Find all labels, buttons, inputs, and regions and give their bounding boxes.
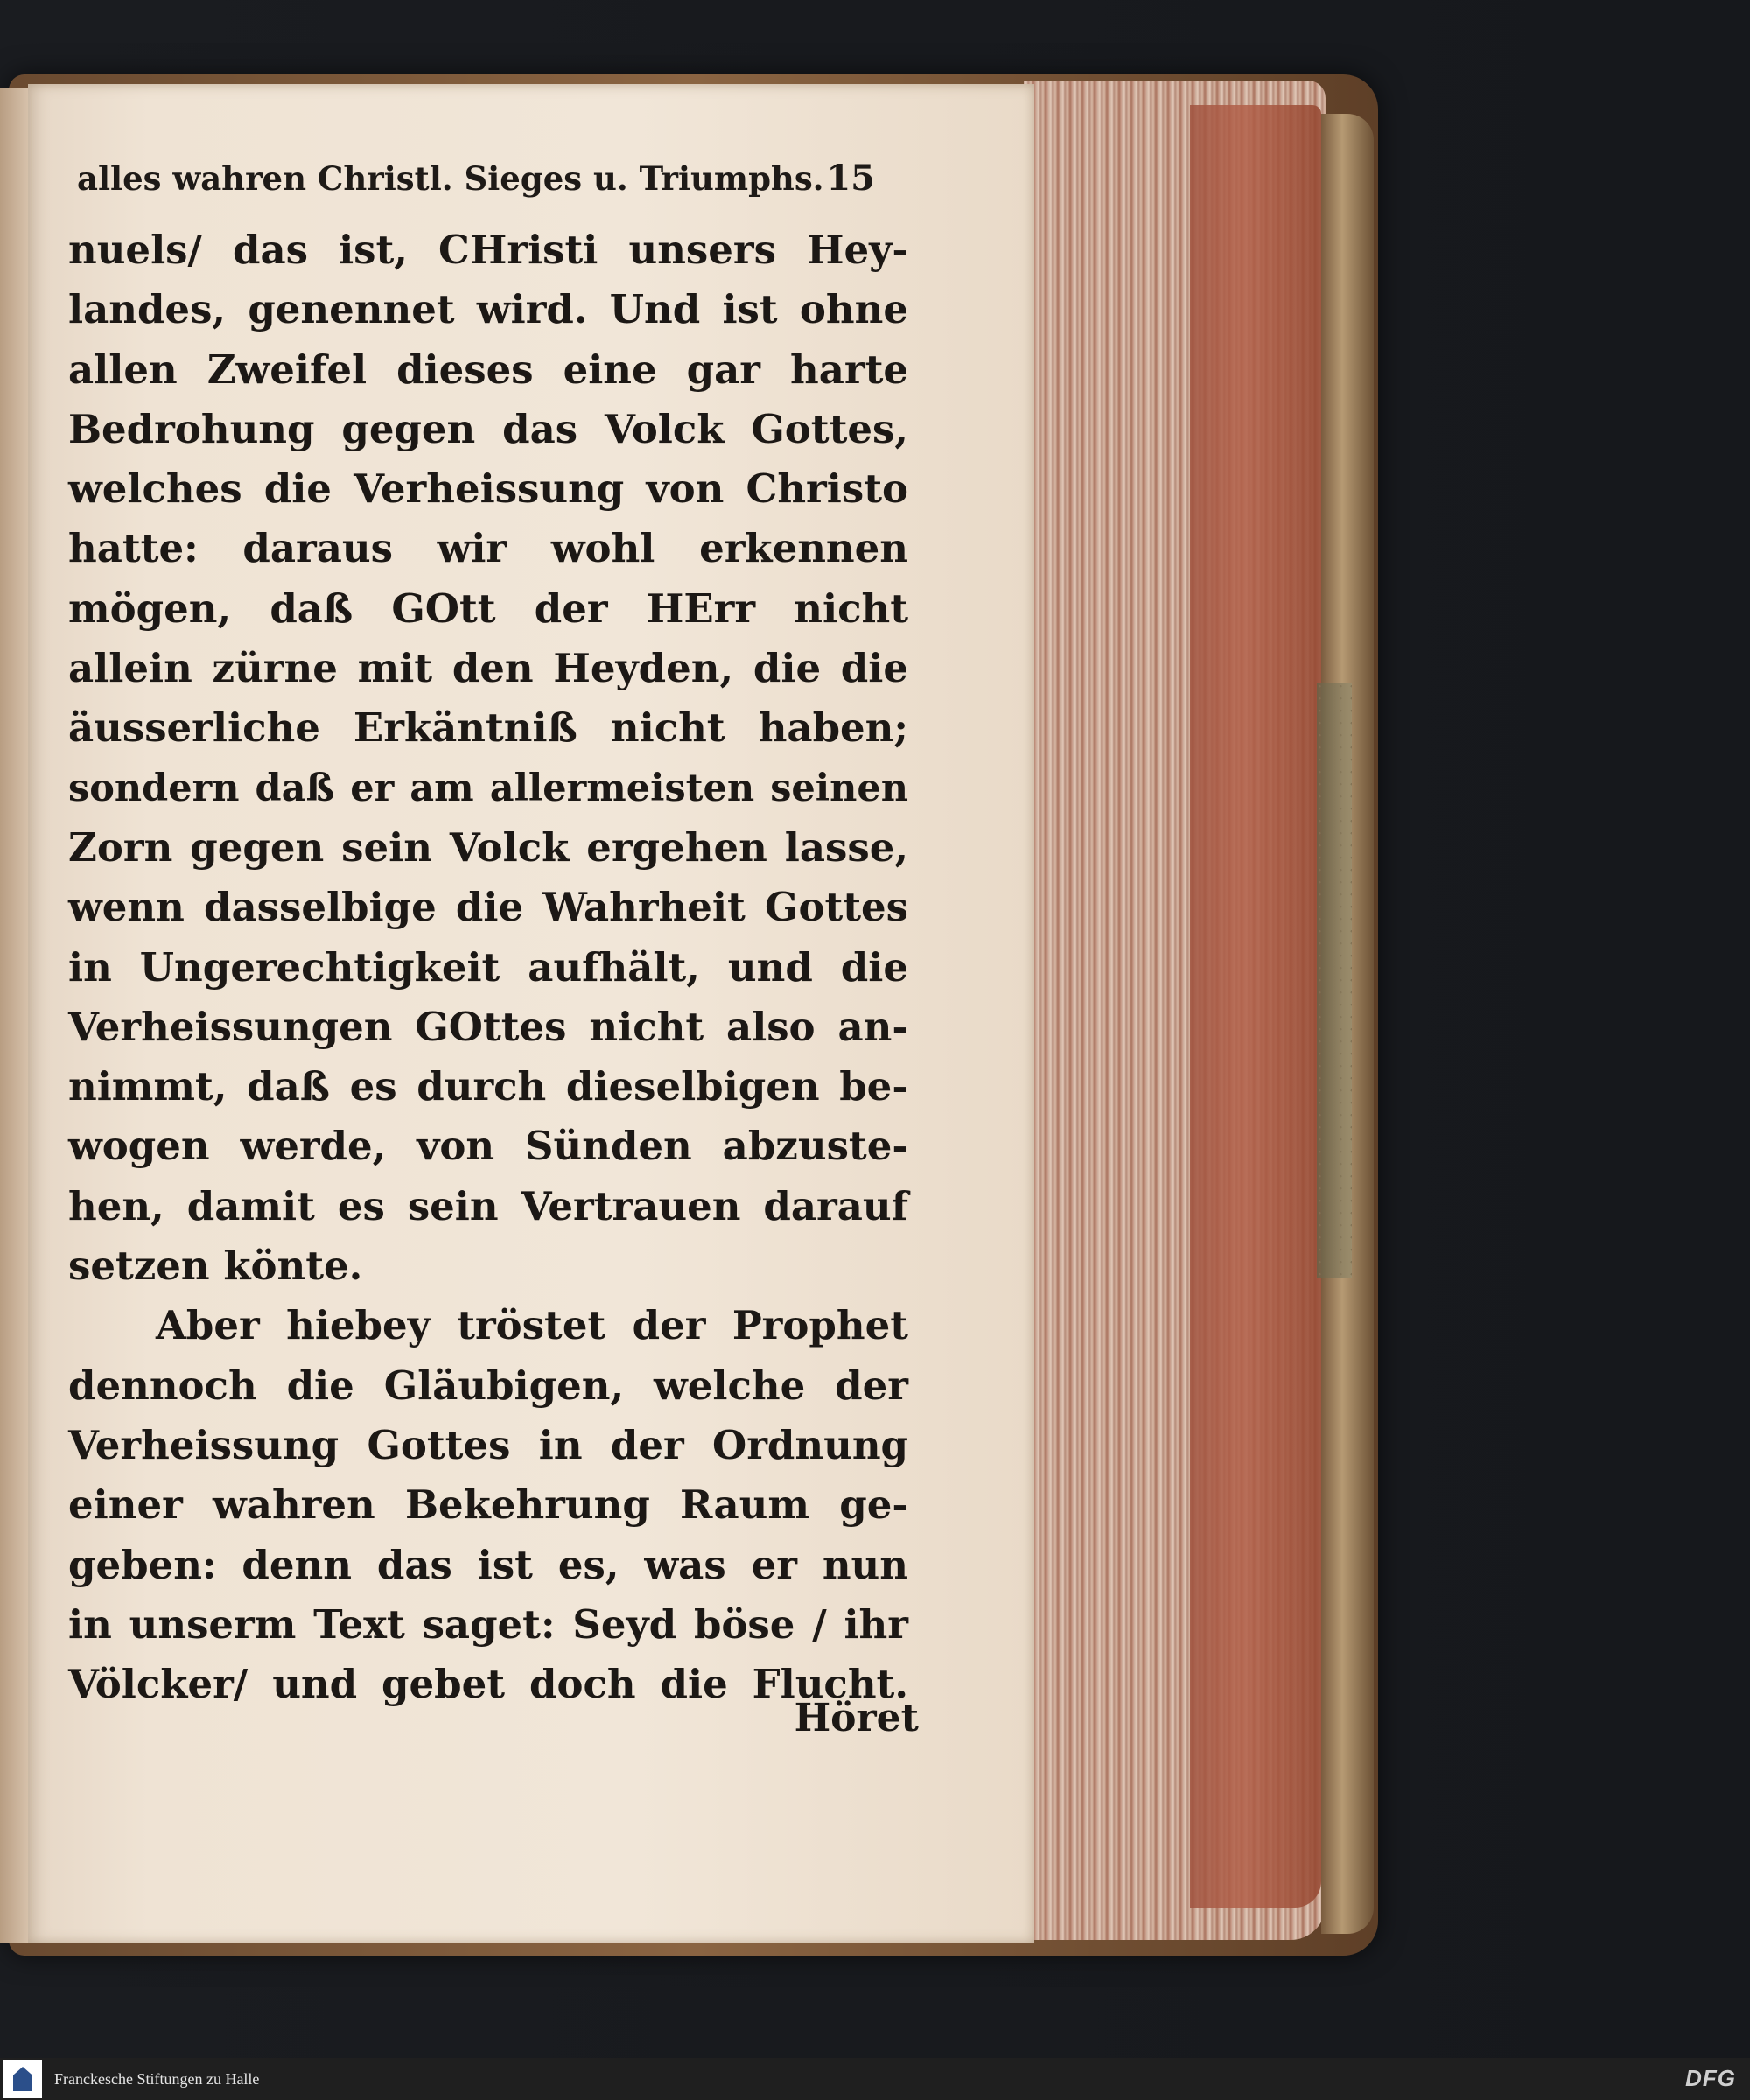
- text-line: in unserm Text saget: Seyd böse / ihr: [68, 1600, 908, 1648]
- text-line: Aber hiebey tröstet der Prophet: [156, 1302, 908, 1349]
- red-edge-gilding: [1190, 105, 1321, 1908]
- text-line: hatte: daraus wir wohl erkennen: [68, 525, 908, 572]
- text-line: Völcker/ und gebet doch die Flucht.: [68, 1661, 908, 1708]
- text-line: setzen könte.: [68, 1242, 363, 1290]
- text-line: Verheissungen GOttes nicht also an-: [68, 1003, 908, 1050]
- marbled-endpaper: [1317, 682, 1352, 1278]
- text-line: wenn dasselbige die Wahrheit Gottes: [68, 884, 908, 931]
- text-line: äusserliche Erkäntniß nicht haben;: [68, 704, 908, 752]
- text-line: mögen, daß GOtt der HErr nicht: [68, 584, 908, 632]
- page-text-block: [68, 220, 908, 1714]
- text-line: nimmt, daß es durch dieselbigen be-: [68, 1063, 908, 1110]
- dfg-logo[interactable]: DFG: [1685, 2065, 1736, 2091]
- institution-name[interactable]: Franckesche Stiftungen zu Halle: [54, 2069, 260, 2088]
- running-header: [77, 158, 875, 215]
- catchword: Höret: [794, 1696, 919, 1740]
- text-line: landes, genennet wird. Und ist ohne: [68, 286, 908, 333]
- francke-foundation-logo-icon[interactable]: [4, 2060, 42, 2098]
- text-line: Verheissung Gottes in der Ordnung: [68, 1421, 908, 1468]
- text-line: dennoch die Gläubigen, welche der: [68, 1362, 908, 1409]
- text-line: allen Zweifel dieses eine gar harte: [68, 346, 908, 393]
- text-line: welches die Verheissung von Christo: [68, 466, 908, 513]
- text-line: Zorn gegen sein Volck ergehen lasse,: [68, 823, 908, 871]
- text-line: in Ungerechtigkeit aufhält, und die: [68, 943, 908, 990]
- text-line: hen, damit es sein Vertrauen darauf: [68, 1182, 908, 1229]
- text-line: nuels/ das ist, CHristi unsers Hey-: [68, 227, 908, 273]
- text-line: allein zürne mit den Heyden, die die: [68, 645, 908, 692]
- text-line: Bedrohung gegen das Volck Gottes,: [68, 405, 908, 452]
- page-number: 15: [826, 158, 875, 199]
- logo-mark: [13, 2067, 32, 2091]
- text-line: geben: denn das ist es, was er nun: [68, 1541, 908, 1588]
- viewer-footer: [0, 2058, 1750, 2100]
- text-line: sondern daß er am allermeisten seinen: [68, 766, 908, 810]
- text-line: wogen werde, von Sünden abzuste-: [68, 1123, 908, 1170]
- text-line: einer wahren Bekehrung Raum ge-: [68, 1481, 908, 1529]
- running-head-title: alles wahren Christl. Sieges u. Triumphs.: [77, 159, 824, 198]
